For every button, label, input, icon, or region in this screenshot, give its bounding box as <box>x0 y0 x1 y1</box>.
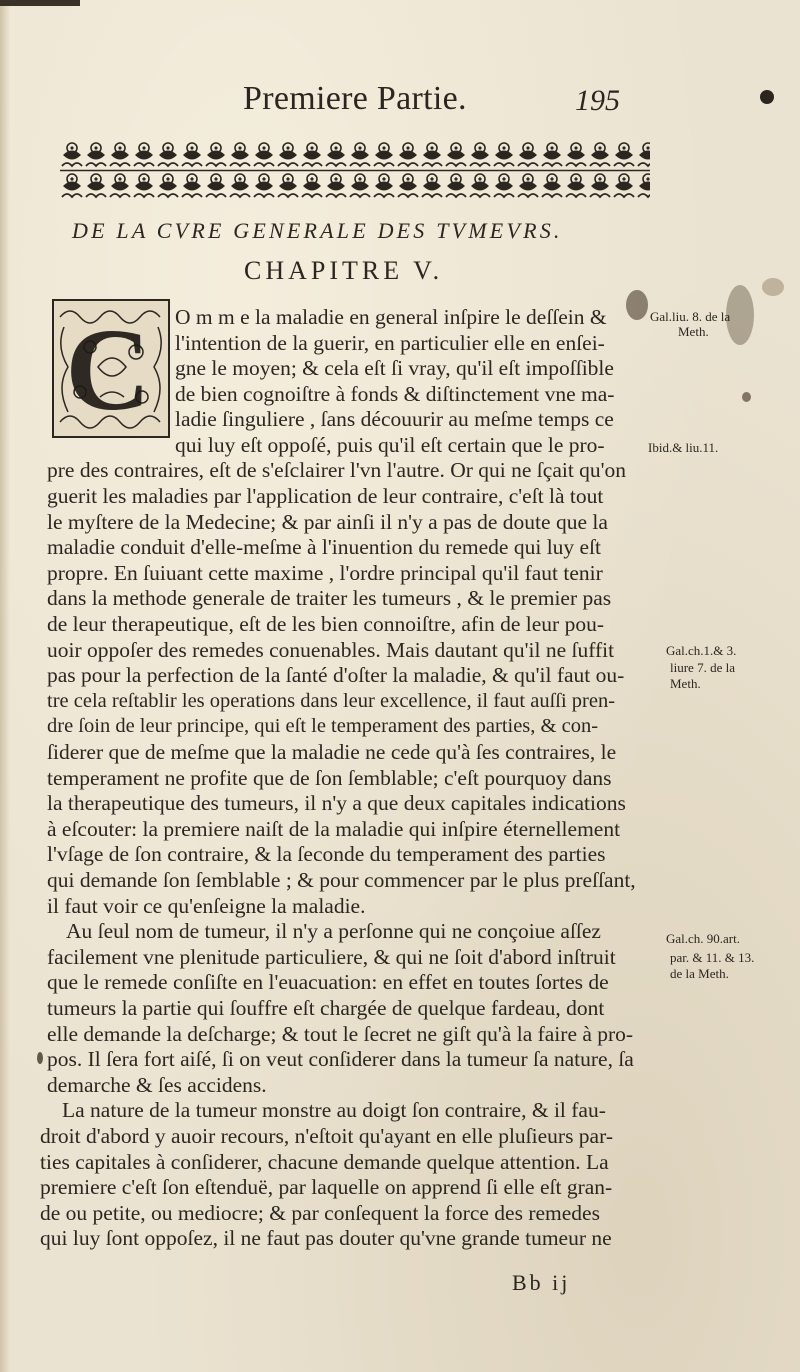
decorative-headpiece <box>60 140 650 202</box>
text-line: à eſcouter: la premiere naiſt de la maladie qui inſpire éternellement <box>47 817 621 841</box>
text-line: O m m e la maladie en general inſpire le deſſein & <box>175 305 607 329</box>
text-line: ties capitales à conſiderer, chacune demande quelque attention. La <box>40 1150 609 1174</box>
chapter-heading: CHAPITRE V. <box>244 256 444 285</box>
text-line: dans la methode generale de traiter les tumeurs , & le premier pas <box>47 586 612 610</box>
margin-note: par. & 11. & 13. <box>670 950 755 965</box>
text-line: le myſtere de la Medecine; & par ainſi il n'y a pas de doute que la <box>47 510 608 534</box>
page-header <box>0 80 800 130</box>
ink-stain <box>626 290 648 320</box>
page-number: 195 <box>575 84 620 117</box>
margin-note: Ibid.& liu.11. <box>648 440 719 455</box>
ink-dot <box>760 90 774 104</box>
page-corner-shadow <box>0 0 80 6</box>
text-line: premiere c'eſt ſon eſtenduë, par laquelle on apprend ſi elle eſt gran- <box>40 1175 613 1199</box>
text-line: La nature de la tumeur monstre au doigt ſon contraire, & il fau- <box>62 1098 606 1122</box>
text-line: pos. Il ſera fort aiſé, ſi on veut conſiderer dans la tumeur ſa nature, ſa <box>47 1047 634 1071</box>
margin-note: de la Meth. <box>670 966 729 981</box>
text-line: pre des contraires, eſt de s'eſclairer l'vn l'autre. Or qui ne ſçait qu'on <box>47 458 627 482</box>
text-line: pas pour la perfection de la ſanté d'oſter la maladie, & qu'il faut ou- <box>47 663 625 687</box>
section-title: DE LA CVRE GENERALE DES TVMEVRS. <box>72 218 563 243</box>
text-line: de bien cognoiſtre à fonds & diſtinctement vne ma- <box>175 382 615 406</box>
ink-stain <box>742 392 751 402</box>
text-line: Au ſeul nom de tumeur, il n'y a perſonne qui ne conçoiue aſſez <box>66 919 601 943</box>
text-line: elle demande la deſcharge; & tout le ſecret ne giſt qu'à la faire à pro- <box>47 1022 634 1046</box>
ink-stain <box>37 1052 43 1064</box>
page-edge-shadow <box>0 0 10 1372</box>
margin-note: Gal.ch.1.& 3. <box>666 643 737 658</box>
text-line: de leur therapeutique, eſt de les bien connoiſtre, afin de leur pou- <box>47 612 604 636</box>
ink-stain <box>726 285 754 345</box>
text-line: maladie conduit d'elle-meſme à l'inuention du remede qui luy eſt <box>47 535 602 559</box>
text-line: il faut voir ce qu'enſeigne la maladie. <box>47 894 366 918</box>
text-line: l'vſage de ſon contraire, & la ſeconde du temperament des parties <box>47 842 606 866</box>
text-line: de ou petite, ou mediocre; & par conſequent la force des remedes <box>40 1201 600 1225</box>
dropcap-letter: C <box>65 304 151 435</box>
margin-note: liure 7. de la <box>670 660 735 675</box>
text-line: facilement vne plenitude particuliere, & qui ne ſoit d'abord inſtruit <box>47 945 616 969</box>
text-line: l'intention de la guerir, en particulier elle en enſei- <box>175 331 605 355</box>
margin-note: Meth. <box>678 324 709 339</box>
running-title: Premiere Partie. <box>243 80 467 117</box>
margin-note: Gal.ch. 90.art. <box>666 931 741 946</box>
text-line: gne le moyen; & cela eſt ſi vray, qu'il eſt impoſſible <box>175 356 614 380</box>
text-line: tumeurs la partie qui ſouffre eſt chargée de quelque fardeau, dont <box>47 996 605 1020</box>
historiated-initial <box>50 297 172 440</box>
ink-stain <box>762 278 784 296</box>
text-line: qui demande ſon ſemblable ; & pour commencer par le plus preſſant, <box>47 868 636 892</box>
text-line: guerit les maladies par l'application de leur contraire, c'eſt là tout <box>47 484 604 508</box>
margin-note: Meth. <box>670 676 701 691</box>
signature-mark: Bb ij <box>512 1270 571 1295</box>
text-line: la therapeutique des tumeurs, il n'y a que deux capitales indications <box>47 791 626 815</box>
margin-note: Gal.liu. 8. de la <box>650 309 731 324</box>
text-line: temperament ne profite que de ſon ſemblable; c'eſt pourquoy dans <box>47 766 612 790</box>
text-line: ſiderer que de meſme que la maladie ne cede qu'à ſes contraires, le <box>47 740 617 764</box>
text-line: que le remede conſiſte en l'euacuation: en effet en toutes ſortes de <box>47 970 609 994</box>
text-line: qui luy eſt oppoſé, puis qu'il eſt certain que le pro- <box>175 433 605 457</box>
text-line: tre cela reſtablir les operations dans leur excellence, il faut auſſi pren- <box>47 690 616 712</box>
text-line: droit d'abord y auoir recours, n'eſtoit qu'ayant en elle pluſieurs par- <box>40 1124 613 1148</box>
text-line: demarche & ſes accidens. <box>47 1073 267 1097</box>
text-line: uoir oppoſer des remedes conuenables. Mais dautant qu'il ne ſuffit <box>47 638 615 662</box>
text-line: propre. En ſuiuant cette maxime , l'ordre principal qu'il faut tenir <box>47 561 603 585</box>
text-line: ladie ſinguliere , ſans découurir au meſme temps ce <box>175 407 614 431</box>
text-line: dre ſoin de leur principe, qui eſt le temperament des parties, & con- <box>47 715 599 737</box>
text-line: qui luy ſont oppoſez, il ne faut pas douter qu'vne grande tumeur ne <box>40 1226 612 1250</box>
